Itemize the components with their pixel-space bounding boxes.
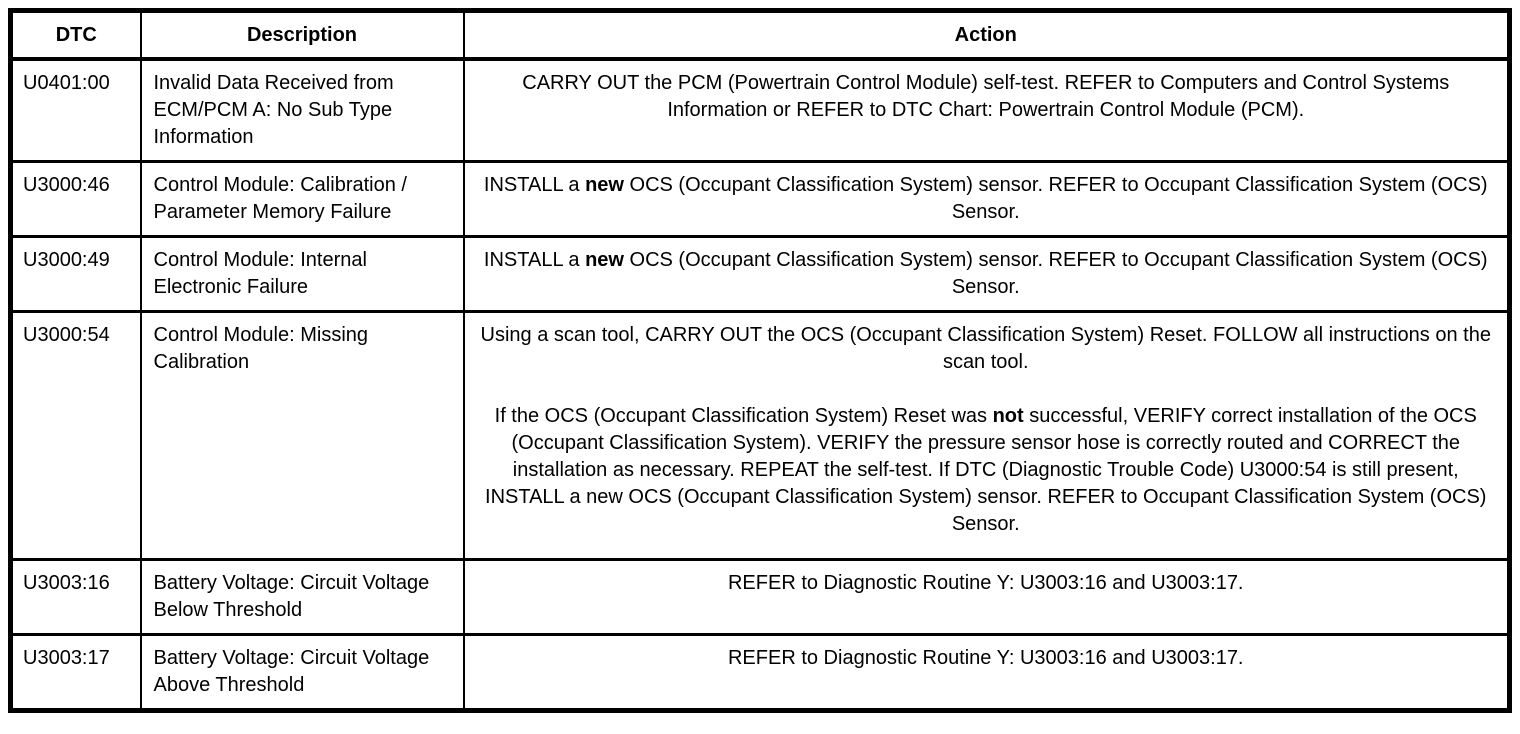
table-row <box>11 162 1510 237</box>
column-header-description: Description <box>141 11 464 60</box>
action-paragraph: REFER to Diagnostic Routine Y: U3003:16 and U3003:17. <box>727 647 1244 669</box>
action-paragraph: If the OCS (Occupant Classification System) Reset was not successful, VERIFY correct installation of the OCS (Occupant Classification System). VERIFY the pressure sensor hose is correctly routed and CORRECT the installation as necessary. REPEAT the self-test. If DTC (Diagnostic Trouble Code) U3000:54 is still present, INSTALL a new OCS (Occupant Classification System) sensor. REFER to Occupant Classification System (OCS) Sensor. <box>485 405 1487 535</box>
action-paragraph: Using a scan tool, CARRY OUT the OCS (Occupant Classification System) Reset. FOLLOW all instructions on the scan tool. <box>480 324 1491 373</box>
description-cell: Battery Voltage: Circuit Voltage Above Threshold <box>141 635 464 711</box>
dtc-code-cell: U3000:49 <box>11 237 141 312</box>
action-cell <box>464 312 1510 560</box>
action-paragraph: CARRY OUT the PCM (Powertrain Control Module) self-test. REFER to Computers and Control Systems Information or REFER to DTC Chart: Powertrain Control Module (PCM). <box>522 72 1450 121</box>
description-cell: Control Module: Internal Electronic Failure <box>141 237 464 312</box>
action-cell <box>464 560 1510 635</box>
action-paragraph: REFER to Diagnostic Routine Y: U3003:16 and U3003:17. <box>727 572 1244 594</box>
action-paragraph: INSTALL a new OCS (Occupant Classification System) sensor. REFER to Occupant Classification System (OCS) Sensor. <box>483 174 1488 223</box>
table-row <box>11 237 1510 312</box>
action-cell <box>464 635 1510 711</box>
description-cell: Invalid Data Received from ECM/PCM A: No Sub Type Information <box>141 59 464 162</box>
action-cell <box>464 162 1510 237</box>
table-header-row <box>11 11 1510 60</box>
dtc-code-cell: U0401:00 <box>11 59 141 162</box>
table-row <box>11 312 1510 560</box>
description-cell: Control Module: Missing Calibration <box>141 312 464 560</box>
column-header-dtc: DTC <box>11 11 141 60</box>
action-paragraph: INSTALL a new OCS (Occupant Classification System) sensor. REFER to Occupant Classification System (OCS) Sensor. <box>483 249 1488 298</box>
description-cell: Battery Voltage: Circuit Voltage Below Threshold <box>141 560 464 635</box>
dtc-chart-table <box>8 8 1512 713</box>
dtc-code-cell: U3003:16 <box>11 560 141 635</box>
table-row <box>11 59 1510 162</box>
dtc-code-cell: U3003:17 <box>11 635 141 711</box>
action-cell <box>464 59 1510 162</box>
table-row <box>11 635 1510 711</box>
description-cell: Control Module: Calibration / Parameter Memory Failure <box>141 162 464 237</box>
table-row <box>11 560 1510 635</box>
dtc-code-cell: U3000:46 <box>11 162 141 237</box>
column-header-action: Action <box>464 11 1510 60</box>
dtc-table-body <box>11 59 1510 711</box>
action-cell <box>464 237 1510 312</box>
dtc-code-cell: U3000:54 <box>11 312 141 560</box>
